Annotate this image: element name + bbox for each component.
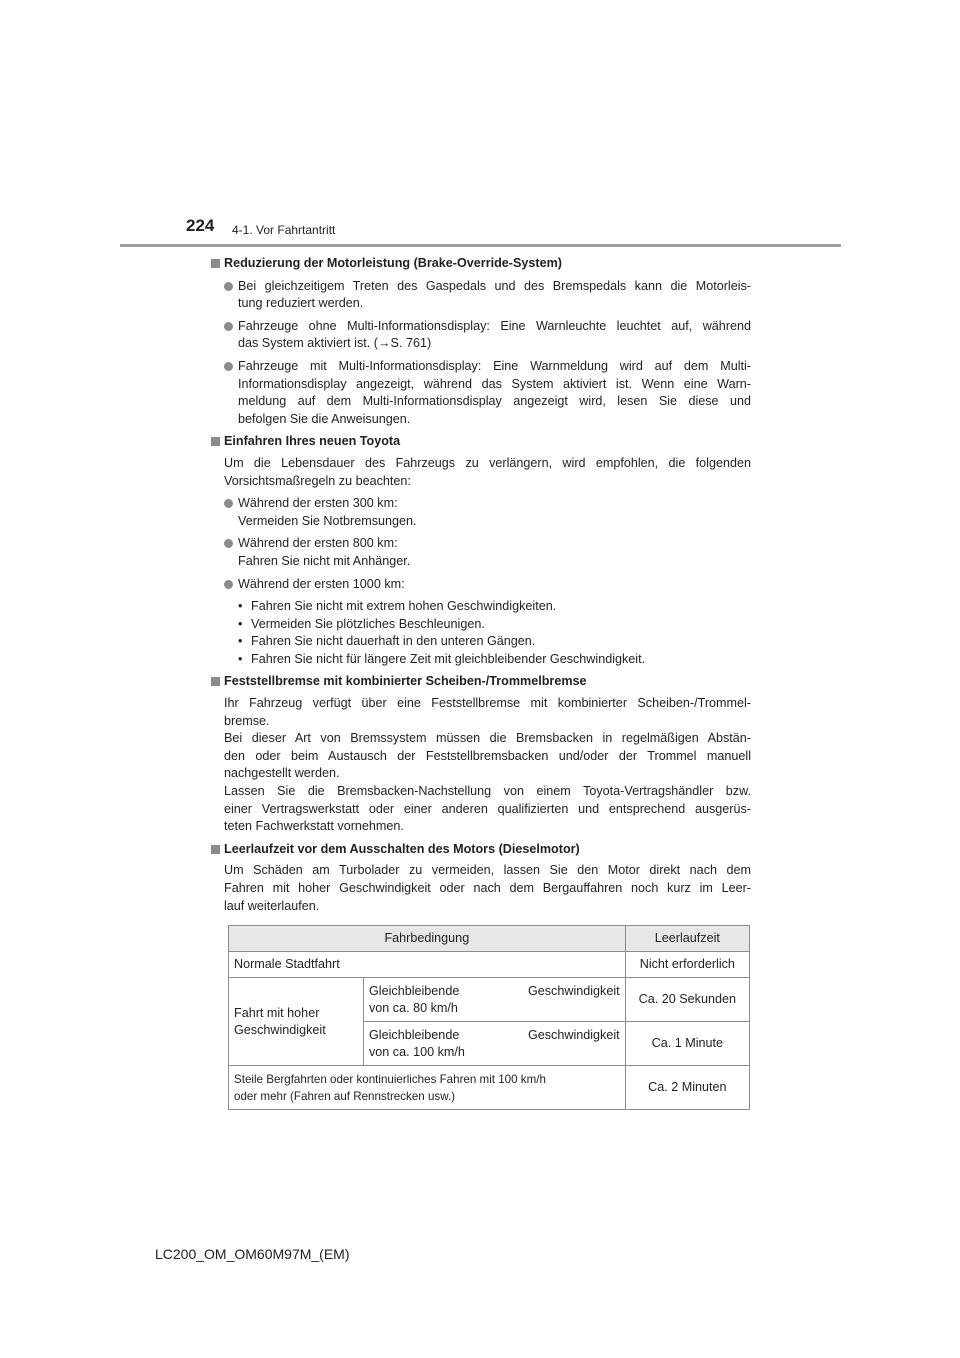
list-item [238, 616, 751, 634]
text-line: Fahrt mit hoher [234, 1005, 320, 1020]
text-line: Während der ersten 1000 km: [238, 576, 405, 591]
paragraph [211, 862, 751, 915]
table-header-row [229, 926, 750, 952]
text-line: befolgen Sie die Anweisungen. [238, 411, 411, 426]
cell-high-speed-label [229, 978, 364, 1066]
text-line: Um die Lebensdauer des Fahrzeugs zu verlängern, wird empfohlen, die folgenden [224, 455, 751, 470]
circle-bullet-icon [224, 580, 233, 589]
text-line: Vorsichtsmaßregeln zu beachten: [224, 473, 411, 488]
table-row [229, 952, 750, 978]
paragraph [211, 695, 751, 836]
cell-condition [364, 1022, 626, 1066]
section-title: 4-1. Vor Fahrtantritt [232, 223, 336, 237]
square-bullet-icon [211, 437, 220, 446]
cell-condition [229, 1066, 626, 1110]
bullet-item [211, 576, 751, 594]
heading-break-in [211, 433, 751, 451]
list-item-text: Fahren Sie nicht für längere Zeit mit gleichbleibender Geschwindigkeit. [251, 651, 646, 666]
bullet-item [211, 358, 751, 428]
heading-text: Leerlaufzeit vor dem Ausschalten des Motors (Dieselmotor) [224, 841, 580, 856]
bullet-item [211, 278, 751, 313]
heading-text: Einfahren Ihres neuen Toyota [224, 434, 401, 449]
bullet-item [211, 535, 751, 570]
circle-bullet-icon [224, 362, 233, 371]
bullet-dot-icon: • [238, 634, 243, 649]
list-item-text: Fahren Sie nicht dauerhaft in den unteren Gängen. [251, 634, 536, 649]
text-line: Bei gleichzeitigem Treten des Gaspedals und des Bremspedals kann die Motorleis- [238, 278, 751, 293]
text-line: Während der ersten 300 km: [238, 496, 398, 511]
bullet-item [211, 318, 751, 353]
cell-idle-time: Ca. 20 Sekunden [625, 978, 749, 1022]
text-line: nachgestellt werden. [224, 766, 340, 781]
cell-idle-time: Ca. 2 Minuten [625, 1066, 749, 1110]
header-idle-time: Leerlaufzeit [625, 926, 749, 952]
square-bullet-icon [211, 677, 220, 686]
text-line: oder mehr (Fahren auf Rennstrecken usw.) [234, 1089, 456, 1103]
text-line: bremse. [224, 713, 270, 728]
text-line: lauf weiterlaufen. [224, 898, 320, 913]
text-line: Ihr Fahrzeug verfügt über eine Feststellbremse mit kombinierter Scheiben-/Trommel- [224, 696, 751, 711]
text-line: Um Schäden am Turbolader zu vermeiden, lassen Sie den Motor direkt nach dem [224, 863, 751, 878]
table-row [229, 1066, 750, 1110]
text-line: das System aktiviert ist. (→S. 761) [238, 336, 432, 351]
heading-brake-override [211, 255, 751, 273]
text-line: den oder beim Austausch der Feststellbremsbacken und/oder der Trommel manuell [224, 748, 751, 763]
circle-bullet-icon [224, 499, 233, 508]
heading-text: Feststellbremse mit kombinierter Scheiben-/Trommelbremse [224, 674, 587, 689]
text-line: Vermeiden Sie Notbremsungen. [238, 513, 417, 528]
text-line: Während der ersten 800 km: [238, 536, 398, 551]
text-line: teten Fachwerkstatt vornehmen. [224, 819, 404, 834]
circle-bullet-icon [224, 282, 233, 291]
text-line: tung reduziert werden. [238, 296, 364, 311]
square-bullet-icon [211, 845, 220, 854]
header-rule [120, 244, 841, 247]
dash-list [211, 598, 751, 668]
list-item [238, 633, 751, 651]
text-line: Bei dieser Art von Bremssystem müssen die Bremsbacken in regelmäßigen Abstän- [224, 731, 751, 746]
text-line: Geschwindigkeit [234, 1022, 326, 1037]
square-bullet-icon [211, 259, 220, 268]
text-line: Fahrzeuge ohne Multi-Informationsdisplay: Eine Warnleuchte leuchtet auf, während [238, 318, 751, 333]
page-number: 224 [186, 216, 215, 235]
idle-time-table [228, 925, 750, 1110]
text-line: einer Vertragswerkstatt oder einer anderen qualifizierten und entsprechend ausgerüs- [224, 801, 751, 816]
header-condition: Fahrbedingung [229, 926, 626, 952]
circle-bullet-icon [224, 539, 233, 548]
heading-idle [211, 841, 751, 859]
page-content [211, 255, 751, 915]
cell-condition: Normale Stadtfahrt [229, 952, 626, 978]
bullet-dot-icon: • [238, 616, 243, 631]
text-line: von ca. 100 km/h [369, 1044, 465, 1059]
text-line: Fahren mit hoher Geschwindigkeit oder nach dem Bergauffahren noch kurz im Leer- [224, 881, 751, 895]
bullet-dot-icon: • [238, 651, 243, 666]
text-line: Lassen Sie die Bremsbacken-Nachstellung von einem Toyota-Vertragshändler bzw. [224, 784, 751, 799]
list-item-text: Fahren Sie nicht mit extrem hohen Geschwindigkeiten. [251, 599, 557, 614]
cell-condition [364, 978, 626, 1022]
cell-idle-time: Ca. 1 Minute [625, 1022, 749, 1066]
text-line: Steile Bergfahrten oder kontinuierliches Fahren mit 100 km/h [234, 1072, 546, 1086]
text-line: Informationsdisplay angezeigt, während das System aktiviert ist. Wenn eine Warn- [238, 376, 751, 391]
text-line: Gleichbleibende Geschwindigkeit [369, 1027, 620, 1042]
text-line: Fahren Sie nicht mit Anhänger. [238, 553, 411, 568]
list-item [238, 598, 751, 616]
document-code: LC200_OM_OM60M97M_(EM) [155, 1246, 350, 1262]
text-line: Gleichbleibende Geschwindigkeit [369, 983, 620, 998]
heading-parking-brake [211, 673, 751, 691]
circle-bullet-icon [224, 322, 233, 331]
table-row [229, 978, 750, 1022]
text-line: meldung auf dem Multi-Informationsdisplay angezeigt wird, lesen Sie diese und [238, 394, 751, 409]
heading-text: Reduzierung der Motorleistung (Brake-Override-System) [224, 256, 562, 270]
list-item [238, 651, 751, 669]
bullet-item [211, 495, 751, 530]
text-line: von ca. 80 km/h [369, 1000, 458, 1015]
text-line: Fahrzeuge mit Multi-Informationsdisplay: Eine Warnmeldung wird auf dem Multi- [238, 358, 751, 373]
list-item-text: Vermeiden Sie plötzliches Beschleunigen. [251, 616, 485, 631]
bullet-dot-icon: • [238, 599, 243, 614]
cell-idle-time: Nicht erforderlich [625, 952, 749, 978]
paragraph [211, 455, 751, 490]
